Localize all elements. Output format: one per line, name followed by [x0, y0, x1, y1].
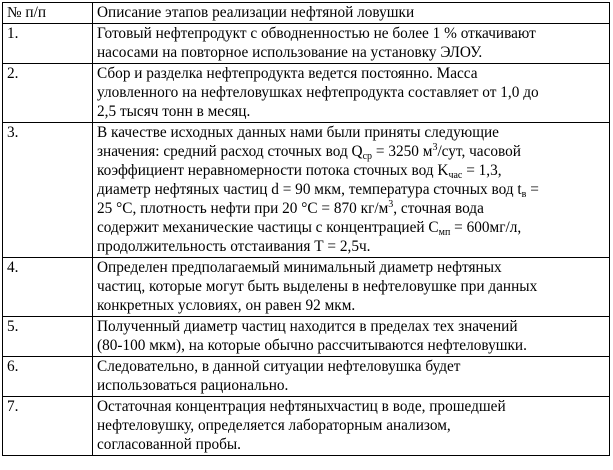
subscript-mp: мп [438, 227, 451, 238]
desc-line: (80-100 мкм), на которые обычно рассчитываются нефтеловушки. [97, 337, 527, 354]
subscript-v: в [521, 189, 527, 200]
table-row [3, 397, 610, 456]
row-desc [93, 258, 610, 317]
desc-line: Сбор и разделка нефтепродукта ведется постоянно. Масса [97, 65, 478, 82]
desc-line: уловленного на нефтеловушках нефтепродукта составляет от 1,0 до [97, 84, 539, 101]
desc-line: Следовательно, в данной ситуации нефтеловушка будет [97, 358, 461, 375]
desc-line: Готовый нефтепродукт с обводненностью не более 1 % откачивают [97, 25, 536, 42]
row-num: 4. [3, 258, 93, 317]
header-desc-cell: Описание этапов реализации нефтяной ловушки [93, 3, 610, 24]
superscript-3: 3 [388, 199, 394, 210]
row-desc [93, 357, 610, 397]
desc-line: частиц, которые могут быть выделены в нефтеловушке при данных [97, 278, 538, 295]
row-num: 1. [3, 24, 93, 64]
row-num: 2. [3, 64, 93, 123]
desc-line: диаметр нефтяных частиц d = 90 мкм, температура сточных вод $t_в$ = [97, 181, 539, 200]
desc-line: содержит механические частицы с концентрацией $С_{мп} = 600мг/л$, [97, 219, 522, 238]
superscript-3: 3 [432, 142, 438, 153]
desc-line: Остаточная концентрация нефтяныхчастиц в воде, прошедшей [97, 398, 506, 415]
row-num: 5. [3, 317, 93, 357]
desc-line: согласованной пробы. [97, 436, 242, 453]
desc-line: Определен предполагаемый минимальный диаметр нефтяных [97, 259, 502, 276]
row-desc [93, 24, 610, 64]
row-desc [93, 317, 610, 357]
row-desc [93, 64, 610, 123]
table-row [3, 24, 610, 64]
desc-line: продолжительность отстаивания Т = 2,5ч. [97, 238, 371, 255]
desc-line: нефтеловушку, определяется лабораторным анализом, [97, 417, 451, 434]
stages-table [2, 2, 610, 456]
table-row [3, 258, 610, 317]
desc-line: Полученный диаметр частиц находится в пределах тех значений [97, 318, 518, 335]
desc-line: конкретных условиях, он равен 92 мкм. [97, 297, 356, 314]
desc-line: использоваться рационально. [97, 377, 289, 394]
subscript-sr: ср [362, 151, 373, 162]
table-row [3, 123, 610, 258]
table-row [3, 317, 610, 357]
table-row [3, 64, 610, 123]
table-header-row [3, 3, 610, 24]
row-desc [93, 123, 610, 258]
subscript-chas: час [448, 170, 463, 181]
desc-line: значения: средний расход сточных вод $Q_{ср} = 3250$ $м^3$/сут, часовой [97, 142, 521, 162]
row-num: 6. [3, 357, 93, 397]
header-num-cell: № п/п [3, 3, 93, 24]
row-num: 3. [3, 123, 93, 258]
desc-line: В качестве исходных данных нами были приняты следующие [97, 124, 499, 141]
desc-line: насосами на повторное использование на установку ЭЛОУ. [97, 44, 483, 61]
desc-line: коэффициент неравномерности потока сточных вод $K_{час} = 1,3$, [97, 162, 502, 181]
row-desc [93, 397, 610, 456]
table-row [3, 357, 610, 397]
desc-line: 25 °С, плотность нефти при 20 °С = 870 $кг/м^3$, сточная вода [97, 199, 484, 217]
desc-line: 2,5 тысяч тонн в месяц. [97, 103, 251, 120]
row-num: 7. [3, 397, 93, 456]
